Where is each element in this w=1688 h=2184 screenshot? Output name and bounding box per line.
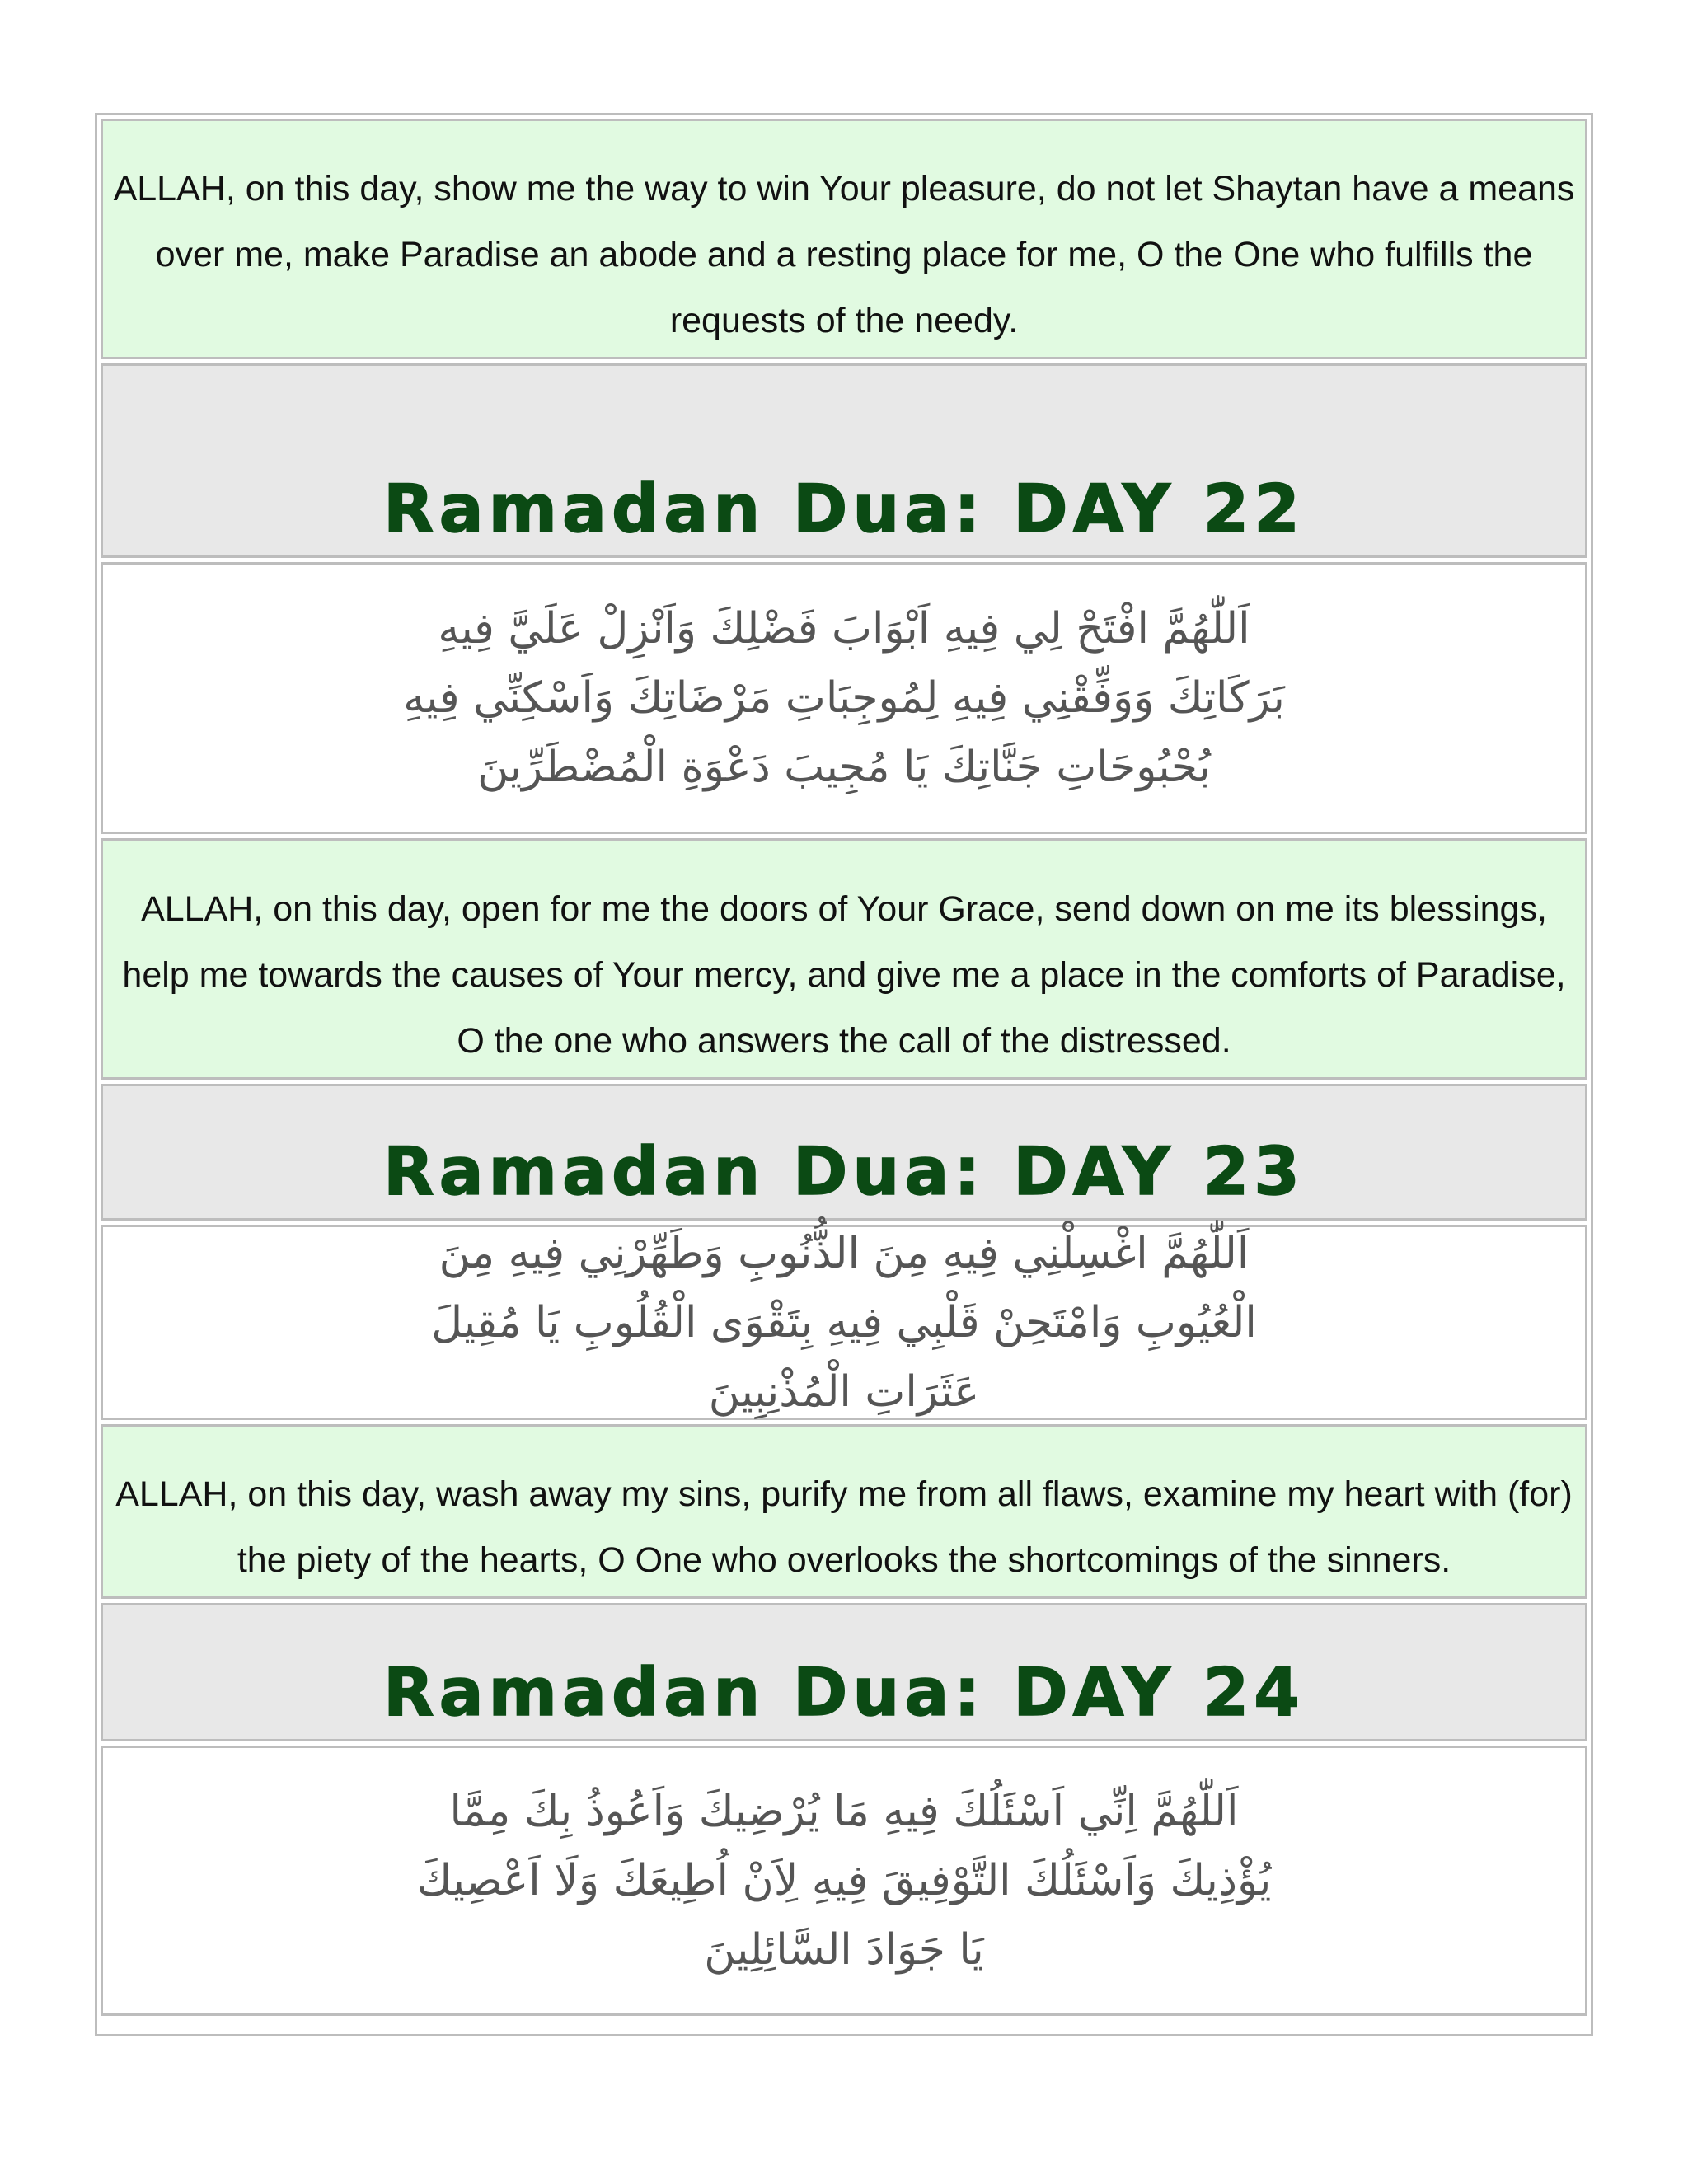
translation-cell-day-21 [101,119,1587,359]
translation-text-day-22: ALLAH, on this day, open for me the doors of Your Grace, send down on me its blessings, help me towards the causes of Your mercy, and give me a place in the comforts of Paradise, O the one who answers the call of the distressed. [122,889,1566,1061]
translation-text-day-21: ALLAH, on this day, show me the way to win Your pleasure, do not let Shaytan have a means over me, make Paradise an abode and a resting place for me, O the One who fulfills the requests of the needy. [113,169,1575,340]
day-22-heading: Ramadan Dua: DAY 22 [383,471,1305,547]
heading-cell-day-24 [101,1603,1587,1741]
translation-cell-day-23 [101,1424,1587,1599]
arabic-dua-day-22: اَللّٰهُمَّ افْتَحْ لِي فِيهِ اَبْوَابَ فَضْلِكَ وَاَنْزِلْ عَلَيَّ فِيهِ بَرَكَاتِكَ وَوَفِّقْنِي فِيهِ لِمُوجِبَاتِ مَرْضَاتِكَ وَاَسْكِنِّي فِيهِ بُحْبُوحَاتِ جَنَّاتِكَ يَا مُجِيبَ دَعْوَةِ الْمُضْطَرِّينَ [403,604,1285,792]
arabic-cell-day-24 [101,1746,1587,2016]
dua-table [95,113,1593,2036]
day-24-heading: Ramadan Dua: DAY 24 [383,1654,1305,1731]
day-23-heading: Ramadan Dua: DAY 23 [383,1133,1305,1210]
translation-text-day-23: ALLAH, on this day, wash away my sins, purify me from all flaws, examine my heart with (for) the piety of the hearts, O One who overlooks the shortcomings of the sinners. [115,1474,1573,1580]
heading-cell-day-23 [101,1084,1587,1221]
arabic-cell-day-23 [101,1225,1587,1420]
arabic-dua-day-24: اَللّٰهُمَّ اِنِّي اَسْئَلُكَ فِيهِ مَا يُرْضِيكَ وَاَعُوذُ بِكَ مِمَّا يُؤْذِيكَ وَاَسْئَلُكَ التَّوْفِيقَ فِيهِ لِاَنْ اُطِيعَكَ وَلَا اَعْصِيكَ يَا جَوَادَ السَّائِلِينَ [416,1787,1272,1975]
translation-cell-day-22 [101,838,1587,1080]
heading-cell-day-22 [101,363,1587,558]
arabic-cell-day-22 [101,562,1587,834]
arabic-dua-day-23: اَللّٰهُمَّ اغْسِلْنِي فِيهِ مِنَ الذُّنُوبِ وَطَهِّرْنِي فِيهِ مِنَ الْعُيُوبِ وَامْتَحِنْ قَلْبِي فِيهِ بِتَقْوَى الْقُلُوبِ يَا مُقِيلَ عَثَرَاتِ الْمُذْنِبِينَ [431,1228,1257,1417]
